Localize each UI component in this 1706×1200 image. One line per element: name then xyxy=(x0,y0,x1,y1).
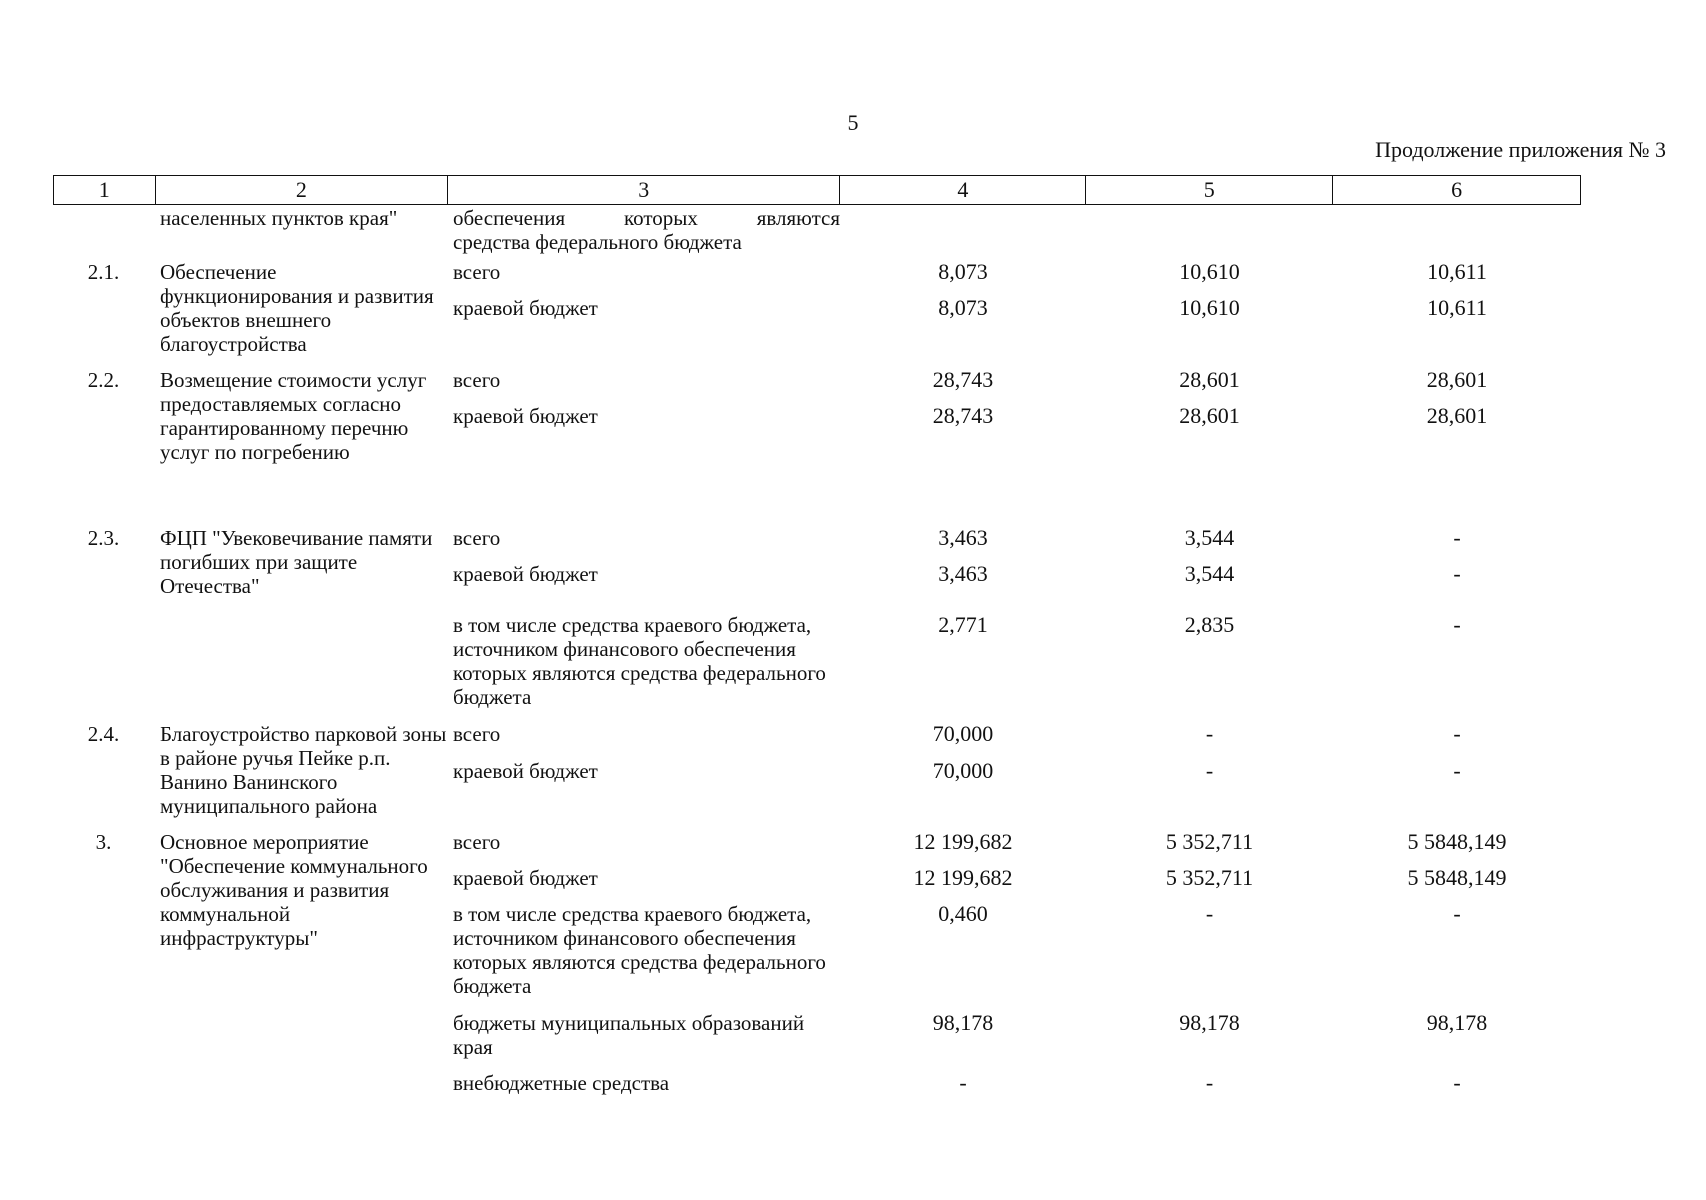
header-col-5: 5 xyxy=(1085,176,1332,204)
cell-value-col5: 5 352,711 xyxy=(1165,829,1254,854)
cell-value-col5: 28,601 xyxy=(1179,403,1240,428)
cell-source: в том числе средства краевого бюджета, источником финансового обеспечения которых являются средства федерального бюджета xyxy=(453,613,826,709)
header-col-2: 2 xyxy=(155,176,448,204)
table-group-2-4 xyxy=(53,722,1581,830)
cell-value-col4: 8,073 xyxy=(938,259,988,284)
cell-value-col5: - xyxy=(1205,1070,1214,1095)
cell-value-col4: 28,743 xyxy=(932,367,994,392)
table-header-row xyxy=(53,175,1581,205)
cell-value-col4: 3,463 xyxy=(938,561,988,586)
cell-value-col5: 5 352,711 xyxy=(1165,865,1254,890)
cell-value-col4: 0,460 xyxy=(938,901,988,926)
cell-value-col6: 28,601 xyxy=(1426,403,1488,428)
table-row xyxy=(447,404,1581,428)
cell-name: Основное мероприятие "Обеспечение коммунального обслуживания и развития коммунальной инфраструктуры" xyxy=(160,830,428,950)
cell-value-col4: 12 199,682 xyxy=(913,829,1013,854)
table-row xyxy=(447,1011,1581,1071)
table-row xyxy=(447,902,1581,1011)
table-row xyxy=(447,830,1581,866)
cell-name: Возмещение стоимости услуг предоставляемых согласно гарантированному перечню услуг по погребению xyxy=(160,368,427,464)
cell-value-col6: - xyxy=(1453,758,1461,783)
table-group-2-3 xyxy=(53,526,1581,722)
cell-num: 3. xyxy=(95,830,112,854)
cell-source: краевой бюджет xyxy=(453,759,598,783)
table-row xyxy=(447,526,1581,562)
cell-source: всего xyxy=(453,830,501,854)
cell-value-col5: 10,610 xyxy=(1179,259,1240,284)
table-row xyxy=(447,613,1581,709)
table-row xyxy=(447,260,1581,296)
cell-value-col5: 28,601 xyxy=(1179,367,1240,392)
cell-value-col4: 98,178 xyxy=(932,1010,994,1035)
cell-value-col6: - xyxy=(1453,612,1461,637)
cell-value-col5: - xyxy=(1205,721,1214,746)
cell-source: краевой бюджет xyxy=(453,296,598,320)
cell-source: краевой бюджет xyxy=(453,404,598,428)
cell-source: внебюджетные средства xyxy=(453,1071,670,1095)
table-row xyxy=(447,296,1581,320)
cell-value-col6: 98,178 xyxy=(1426,1010,1488,1035)
table-group-2-2 xyxy=(53,368,1581,526)
cell-source: в том числе средства краевого бюджета, источником финансового обеспечения которых являются средства федерального бюджета xyxy=(453,902,826,998)
cell-value-col6: - xyxy=(1453,901,1461,926)
cell-source: всего xyxy=(453,260,501,284)
cell-source xyxy=(447,206,840,254)
cell-value-col4: 28,743 xyxy=(932,403,994,428)
cell-name: Обеспечение функционирования и развития объектов внешнего благоустройства xyxy=(160,260,434,356)
cell-source-line: обеспечения которых являются xyxy=(453,206,840,230)
cell-value-col6: 10,611 xyxy=(1427,259,1487,284)
cell-source: краевой бюджет xyxy=(453,562,598,586)
cell-num: 2.2. xyxy=(87,368,120,392)
cell-value-col6: - xyxy=(1453,525,1461,550)
appendix-continuation-note: Продолжение приложения № 3 xyxy=(1375,137,1666,162)
cell-value-col6: 10,611 xyxy=(1427,295,1487,320)
cell-source: всего xyxy=(453,368,501,392)
table-group-2-1 xyxy=(53,260,1581,368)
cell-value-col5: 10,610 xyxy=(1179,295,1240,320)
cell-value-col6: 28,601 xyxy=(1426,367,1488,392)
header-col-4: 4 xyxy=(839,176,1085,204)
cell-value-col5: 3,544 xyxy=(1184,561,1235,586)
table-row xyxy=(447,562,1581,613)
cell-value-col5: 98,178 xyxy=(1179,1010,1240,1035)
cell-value-col5: 2,835 xyxy=(1184,612,1235,637)
cell-source: краевой бюджет xyxy=(453,866,598,890)
cell-value-col6: - xyxy=(1453,1070,1461,1095)
cell-name: ФЦП "Увековечивание памяти погибших при защите Отечества" xyxy=(160,526,433,598)
cell-value-col4: 70,000 xyxy=(932,721,994,746)
cell-num: 2.3. xyxy=(87,526,120,550)
cell-num: 2.1. xyxy=(87,260,120,284)
page-number: 5 xyxy=(847,110,859,135)
cell-value-col4: 12 199,682 xyxy=(913,865,1013,890)
cell-value-col6: 5 5848,149 xyxy=(1407,865,1507,890)
table-row xyxy=(447,866,1581,902)
cell-value-col6: - xyxy=(1453,561,1461,586)
cell-value-col6: - xyxy=(1453,721,1461,746)
table-row xyxy=(447,368,1581,404)
table-row xyxy=(447,759,1581,783)
header-col-1: 1 xyxy=(98,177,110,202)
header-col-6: 6 xyxy=(1332,176,1580,204)
cell-name: населенных пунктов края" xyxy=(160,206,398,230)
cell-value-col6: 5 5848,149 xyxy=(1407,829,1507,854)
cell-value-col4: 8,073 xyxy=(938,295,988,320)
cell-source-line: средства федерального бюджета xyxy=(453,230,742,254)
cell-value-col4: - xyxy=(959,1070,967,1095)
table-body xyxy=(53,206,1581,1095)
cell-value-col4: 3,463 xyxy=(938,525,988,550)
table-row xyxy=(447,1071,1581,1095)
cell-source: всего xyxy=(453,526,501,550)
cell-name: Благоустройство парковой зоны в районе ручья Пейке р.п. Ванино Ванинского муниципального района xyxy=(160,722,447,818)
header-col-3: 3 xyxy=(447,176,839,204)
cell-num: 2.4. xyxy=(87,722,120,746)
cell-value-col5: - xyxy=(1205,758,1214,783)
cell-value-col5: 3,544 xyxy=(1184,525,1235,550)
table-row xyxy=(447,722,1581,759)
table-row-continuation xyxy=(53,206,1581,260)
cell-value-col4: 2,771 xyxy=(938,612,988,637)
cell-source: бюджеты муниципальных образований края xyxy=(453,1011,805,1059)
table-group-3 xyxy=(53,830,1581,1095)
cell-value-col5: - xyxy=(1205,901,1214,926)
cell-value-col4: 70,000 xyxy=(932,758,994,783)
cell-source: всего xyxy=(453,722,501,746)
